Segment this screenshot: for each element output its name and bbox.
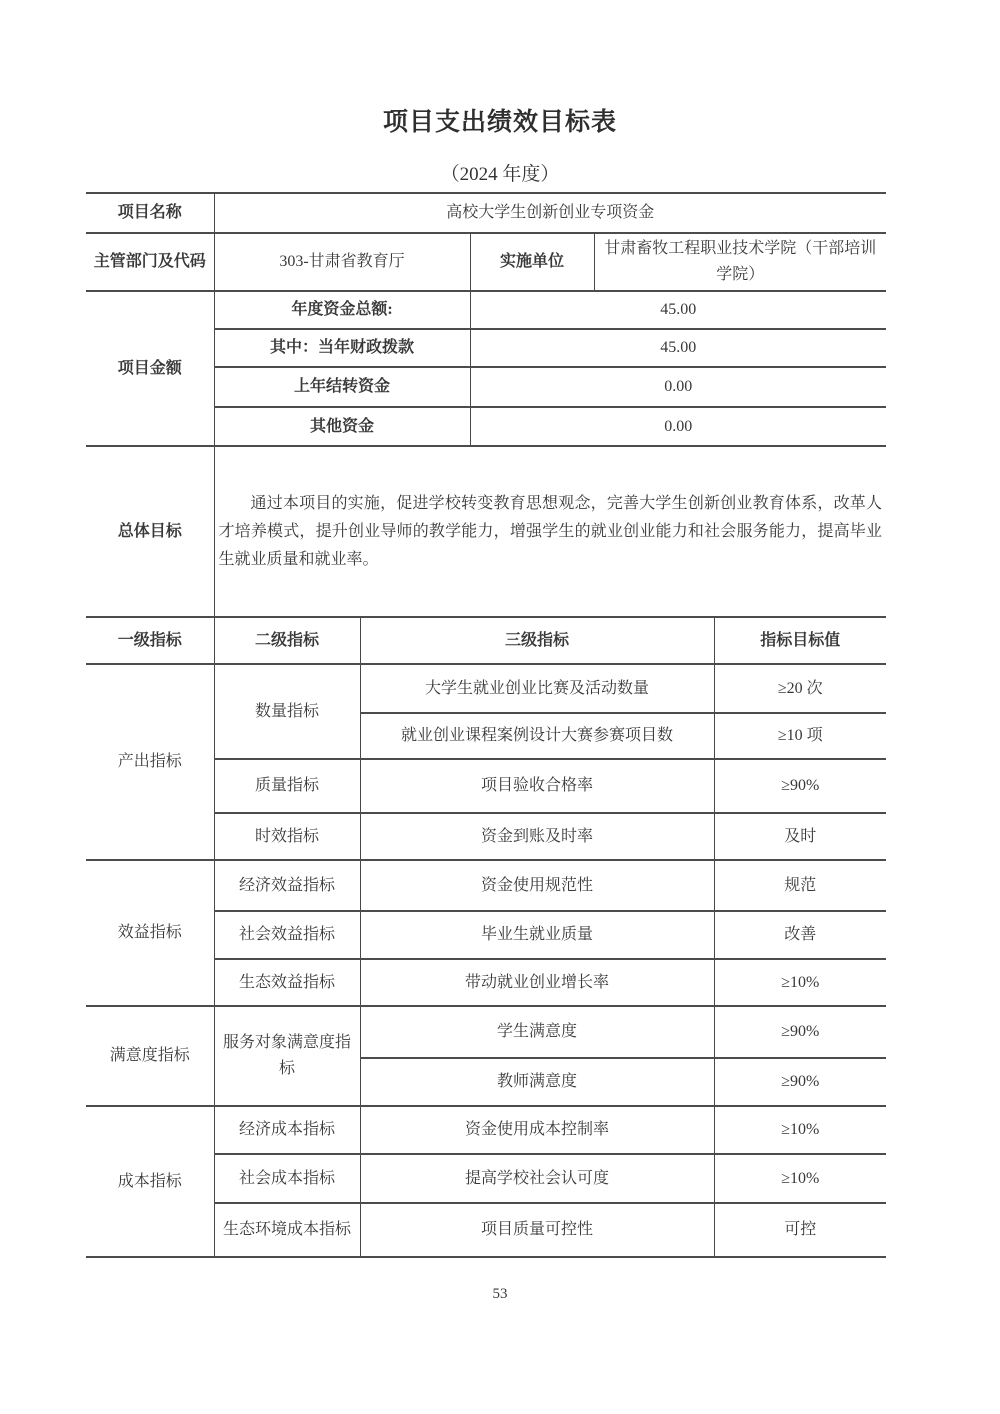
level3-indicator: 资金使用规范性 bbox=[360, 860, 714, 911]
level3-indicator: 学生满意度 bbox=[360, 1006, 714, 1058]
page-subtitle: （2024 年度） bbox=[440, 164, 560, 185]
amount-row-value: 45.00 bbox=[470, 292, 886, 329]
target-value: ≥10% bbox=[714, 1106, 886, 1154]
level3-indicator: 带动就业创业增长率 bbox=[360, 959, 714, 1006]
amount-row-label: 其中：当年财政拨款 bbox=[214, 329, 470, 367]
target-value: 改善 bbox=[714, 911, 886, 959]
project-name-value: 高校大学生创新创业专项资金 bbox=[214, 193, 886, 233]
table-header-row bbox=[86, 618, 886, 664]
level2-indicator: 社会成本指标 bbox=[214, 1154, 360, 1203]
level1-indicator: 效益指标 bbox=[86, 860, 214, 1006]
level3-indicator: 就业创业课程案例设计大赛参赛项目数 bbox=[360, 713, 714, 759]
overall-goal-text: 通过本项目的实施，促进学校转变教育思想观念，完善大学生创新创业教育体系，改革人才培养模式，提升创业导师的教学能力，增强学生的就业创业能力和社会服务能力，提高毕业生就业质量和就业率。 bbox=[218, 494, 882, 568]
level2-indicator: 数量指标 bbox=[214, 664, 360, 759]
target-value: 规范 bbox=[714, 860, 886, 911]
level3-indicator: 大学生就业创业比赛及活动数量 bbox=[360, 664, 714, 713]
level2-indicator: 经济成本指标 bbox=[214, 1106, 360, 1154]
header-target: 指标目标值 bbox=[714, 618, 886, 664]
dept-code-label: 主管部门及代码 bbox=[86, 233, 214, 291]
impl-unit-value: 甘肃畜牧工程职业技术学院（干部培训学院） bbox=[594, 233, 886, 291]
header-level1: 一级指标 bbox=[86, 618, 214, 664]
impl-unit-label: 实施单位 bbox=[470, 233, 594, 291]
target-value: ≥90% bbox=[714, 1006, 886, 1058]
amount-row-value: 0.00 bbox=[470, 367, 886, 407]
project-amount-table bbox=[86, 292, 886, 447]
level1-indicator: 成本指标 bbox=[86, 1106, 214, 1257]
table-row bbox=[86, 193, 886, 233]
table-row bbox=[86, 447, 886, 617]
level1-indicator: 产出指标 bbox=[86, 664, 214, 860]
page-number: 53 bbox=[492, 1286, 508, 1302]
amount-row-value: 0.00 bbox=[470, 407, 886, 446]
level3-indicator: 项目质量可控性 bbox=[360, 1203, 714, 1257]
level3-indicator: 资金到账及时率 bbox=[360, 813, 714, 860]
level1-indicator: 满意度指标 bbox=[86, 1006, 214, 1106]
target-value: 可控 bbox=[714, 1203, 886, 1257]
amount-row-label: 年度资金总额: bbox=[214, 292, 470, 329]
table-row bbox=[86, 1006, 886, 1058]
overall-goal-table bbox=[86, 447, 886, 618]
header-level3: 三级指标 bbox=[360, 618, 714, 664]
level2-indicator: 质量指标 bbox=[214, 759, 360, 813]
target-value: ≥90% bbox=[714, 759, 886, 813]
level3-indicator: 毕业生就业质量 bbox=[360, 911, 714, 959]
target-value: ≥90% bbox=[714, 1058, 886, 1106]
level3-indicator: 项目验收合格率 bbox=[360, 759, 714, 813]
level2-indicator: 时效指标 bbox=[214, 813, 360, 860]
performance-target-table bbox=[86, 192, 886, 1258]
project-info-table bbox=[86, 192, 886, 292]
level3-indicator: 教师满意度 bbox=[360, 1058, 714, 1106]
level2-indicator: 社会效益指标 bbox=[214, 911, 360, 959]
overall-goal-cell bbox=[214, 447, 886, 617]
target-value: ≥10% bbox=[714, 959, 886, 1006]
page-title: 项目支出绩效目标表 bbox=[382, 109, 617, 136]
target-value: ≥10% bbox=[714, 1154, 886, 1203]
table-row bbox=[86, 664, 886, 713]
level2-indicator: 经济效益指标 bbox=[214, 860, 360, 911]
level3-indicator: 提高学校社会认可度 bbox=[360, 1154, 714, 1203]
level2-indicator: 生态环境成本指标 bbox=[214, 1203, 360, 1257]
overall-goal-label: 总体目标 bbox=[86, 447, 214, 617]
amount-row-label: 其他资金 bbox=[214, 407, 470, 446]
amount-row-label: 上年结转资金 bbox=[214, 367, 470, 407]
table-row bbox=[86, 233, 886, 291]
header-level2: 二级指标 bbox=[214, 618, 360, 664]
table-row bbox=[86, 1106, 886, 1154]
level3-indicator: 资金使用成本控制率 bbox=[360, 1106, 714, 1154]
project-name-label: 项目名称 bbox=[86, 193, 214, 233]
level2-indicator: 服务对象满意度指标 bbox=[214, 1006, 360, 1106]
target-value: ≥10 项 bbox=[714, 713, 886, 759]
level2-indicator: 生态效益指标 bbox=[214, 959, 360, 1006]
table-row bbox=[86, 860, 886, 911]
amount-row-value: 45.00 bbox=[470, 329, 886, 367]
target-value: 及时 bbox=[714, 813, 886, 860]
indicator-table bbox=[86, 618, 886, 1258]
amount-label: 项目金额 bbox=[86, 292, 214, 446]
table-row bbox=[86, 292, 886, 329]
dept-code-value: 303-甘肃省教育厅 bbox=[214, 233, 470, 291]
target-value: ≥20 次 bbox=[714, 664, 886, 713]
